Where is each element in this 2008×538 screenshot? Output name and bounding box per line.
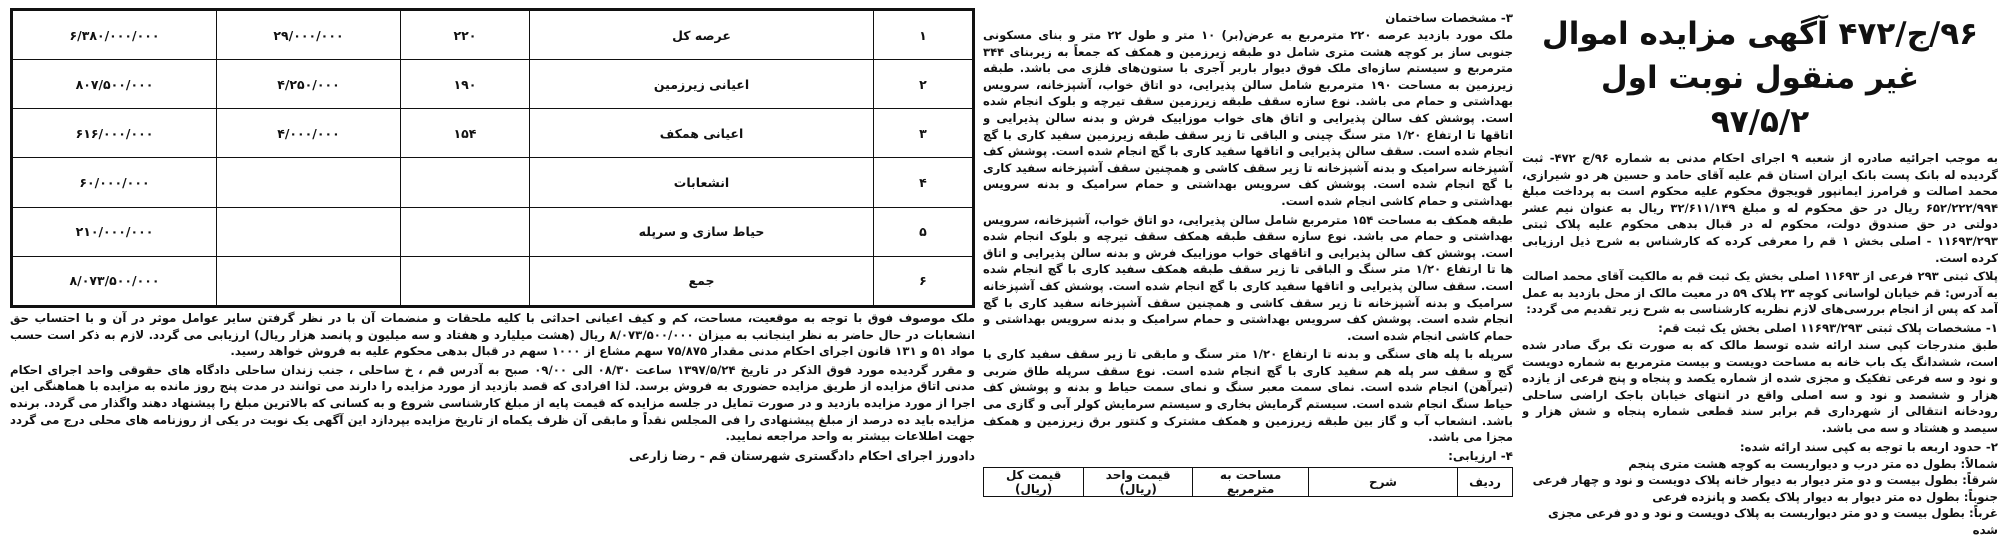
row-area [401,256,530,305]
row-area [401,158,530,207]
row-unit-price [217,158,401,207]
row-area: ۲۲۰ [401,11,530,60]
border-west: غرباً: بطول بیست و دو متر دیواریست به پلاک دویست و نود و دو فرعی مجزی شده [1522,505,1998,538]
valuation-col-row: ردیف [1458,467,1513,496]
table-row [13,109,973,158]
section3-paragraph-3: سرپله با پله های سنگی و بدنه تا ارتفاع ۱/۲۰ متر سنگ و مابقی تا زیر سقف سفید کاری با گچ و سقف سر پله هم سفید کاری با گچ انجام شده است. نوع سقف سرپله طاق ضربی (تیرآهن) انجام شده است. نمای سمت معبر سنگ و نمای سمت حیاط و بدنه و پوشش کف حیاط سنگ انجام شده است. سیستم گرمایش بخاری و سیستم سرمایش کولر آبی و گازی می باشد. انشعاب آب و گاز بین طبقه زیرزمین و همکف مشترک و کنتور برق زیرزمین و همکف مجزا می باشد. [983,346,1513,446]
table-row-total [13,256,973,305]
row-total-price: ۶۱۶/۰۰۰/۰۰۰ [13,109,217,158]
borders-list [1522,456,1998,538]
row-description: انشعابات [530,158,874,207]
valuation-col-total-price: قیمت کل (ریال) [984,467,1084,496]
row-unit-price: ۲۹/۰۰۰/۰۰۰ [217,11,401,60]
auction-paragraph: و مقرر گردیده مورد فوق الذکر در تاریخ ۱۳۹۷/۵/۲۴ ساعت ۰۸/۳۰ الی ۰۹/۰۰ صبح به آدرس قم ، خ ساحلی ، جنب زندان ساحلی دادگاه های حقوقی واحد اجرای احکام مدنی اتاق مزایده از طریق مزایده حضوری به فروش برسد. لذا افرادی که قصد بازدید از مورد مزایده را دارند می توانند در مدت پنج روز مانده به مزایده با هماهنگی این اجرا از مورد مزایده بازدید و در صورت تمایل در جلسه مزایده که قیمت پایه از مبلغ کارشناسی شروع و به کسانی که بالاترین مبلغ را پیشنهاد دهند واگذار می گردد. برنده مزایده باید ده درصد از مبلغ پیشنهادی را فی المجلس نقداً و مابقی آن ظرف یکماه از تاریخ مزایده بپردازد این آگهی یک نوبت در یکی از روزنامه های محلی درج می گردد جهت اطلاعات بیشتر به واحد مراجعه نمایید. [10,362,975,445]
valuation-col-desc: شرح [1309,467,1458,496]
row-description: حیاط سازی و سرپله [530,207,874,256]
valuation-header-row [984,467,1513,496]
row-number: ۶ [874,256,973,305]
section3-paragraph-2: طبقه همکف به مساحت ۱۵۴ مترمربع شامل سالن پذیرایی، دو اتاق خواب، آشپزخانه، سرویس بهداشتی و حمام می باشد. نوع سازه سقف طبقه همکف سقف تیرچه و بلوک انجام شده است. پوشش کف سالن پذیرایی و اتاقهای خواب موزاییک فرش و بدنه سالن پذیرایی و اتاق ها تا ارتفاع ۱/۲۰ متر سنگ و الباقی تا زیر سقف طبقه همکف سفید کاری با گچ انجام شده است. سقف سالن پذیرایی و اتاقها سفید کاری با گچ انجام شده است. پوشش کف آشپزخانه سرامیک و بدنه آشپزخانه تا زیر سقف کاشی و همچنین سقف آشپزخانه سفید کاری با گچ انجام شده است. پوشش کف سرویس بهداشتی و حمام سرامیک و بدنه سرویس بهداشتی و حمام کاشی انجام شده است. [983,212,1513,345]
section1-text: طبق مندرجات کپی سند ارائه شده توسط مالک که به صورت تک برگ صادر شده است، ششدانگ یک باب خانه به مساحت دویست و بیست مترمربع به شماره دویست و نود و سه فرعی تفکیک و مجزی شده از شماره یکصد و پنجاه و پنج فرعی از یازده هزار و ششصد و نود و سه اصلی واقع در انتهای خیابان باجک اراضی ساحلی رودخانه انتقالی از شهرداری قم برابر سند قطعی شماره پنجاه و شش هزار و سیصد و هشتاد و سه می باشد. [1522,337,1998,437]
intro-paragraph: به موجب اجرائیه صادره از شعبه ۹ اجرای احکام مدنی به شماره ۹۶/ج ۴۷۲- ثبت گردیده له بانک پست بانک ایران استان قم علیه آقای حامد و حسین هر دو شیرازی، محمد اصالت و فرامرز ایمانپور قویجوق محکوم علیه محکوم است به پرداخت مبلغ ۶۵۲/۲۲۲/۹۹۴ ریال در حق محکوم له و مبلغ ۳۲/۶۱۱/۱۴۹ ریال به عنوان نیم عشر دولتی در حق صندوق دولت، محکوم له در قبال بدهی محکوم علیه پلاک ثبتی ۱۱۶۹۳/۲۹۳ - اصلی بخش ۱ قم را معرفی کرده که کارشناس به شرح ذیل ارزیابی کرده است. [1522,150,1998,266]
table-row [13,11,973,60]
row-number: ۵ [874,207,973,256]
valuation-summary-table [10,8,975,308]
row-total-price: ۸۰۷/۵۰۰/۰۰۰ [13,60,217,109]
row-number: ۴ [874,158,973,207]
notice-title-line2: ۹۷/۵/۲ [1522,100,1998,144]
table-row [13,158,973,207]
row-area: ۱۹۰ [401,60,530,109]
row-number: ۱ [874,11,973,60]
row-total-price: ۸/۰۷۳/۵۰۰/۰۰۰ [13,256,217,305]
row-area: ۱۵۴ [401,109,530,158]
section4-title: ۴- ارزیابی: [983,448,1513,464]
row-area [401,207,530,256]
row-unit-price: ۴/۰۰۰/۰۰۰ [217,109,401,158]
signature: دادورز اجرای احکام دادگستری شهرستان قم - رضا زارعی [10,447,975,465]
middle-column [983,8,1513,497]
border-east: شرقاً: بطول بیست و دو متر دیوار به دیوار خانه پلاک دویست و نود و چهار فرعی [1522,472,1998,489]
section1-title: ۱- مشخصات پلاک ثبتی ۱۱۶۹۳/۲۹۳ اصلی بخش یک ثبت قم: [1522,320,1998,337]
row-unit-price: ۴/۲۵۰/۰۰۰ [217,60,401,109]
row-description: عرصه کل [530,11,874,60]
valuation-col-unit-price: قیمت واحد (ریال) [1084,467,1193,496]
table-row [13,207,973,256]
row-total-price: ۲۱۰/۰۰۰/۰۰۰ [13,207,217,256]
notice-title-line1: ۹۶/ج/۴۷۲ آگهی مزایده اموال غیر منقول نوبت اول [1522,12,1998,100]
row-total-price: ۶/۳۸۰/۰۰۰/۰۰۰ [13,11,217,60]
valuation-col-area: مساحت به مترمربع [1193,467,1309,496]
row-unit-price [217,256,401,305]
section3-paragraph-1: ملک مورد بازدید عرصه ۲۲۰ مترمربع به عرض(بر) ۱۰ متر و طول ۲۲ متر و بنای مسکونی جنوبی ساز بر کوچه هشت متری شامل دو طبقه زیرزمین و همکف که جمعاً به زیربنای ۳۴۴ مترمربع و سیستم سازه‌ای ملک فوق دیوار باربر آجری با ستون‌های فلزی می باشد. طبقه زیرزمین به مساحت ۱۹۰ مترمربع شامل سالن پذیرایی، دو اتاق خواب، آشپزخانه، سرویس بهداشتی و حمام می باشد. نوع سازه سقف طبقه زیرزمین سقف تیرچه و بلوک انجام شده است. پوشش کف سالن پذیرایی و اتاق های خواب موزاییک فرش و بدنه سالن پذیرایی و اتاقها تا ارتفاع ۱/۲۰ متر سنگ چینی و الباقی تا زیر سقف طبقه زیرزمین سفید کاری با گچ انجام شده است. سقف سالن پذیرایی و اتاقها سفید کاری با گچ انجام شده است. پوشش کف آشپزخانه سرامیک و بدنه آشپزخانه تا زیر سقف کاشی و همچنین سقف آشپزخانه سفید کاری با گچ انجام شده است. پوشش کف سرویس بهداشتی و حمام سرامیک و بدنه سرویس بهداشتی و حمام کاشی انجام شده است. [983,27,1513,210]
row-number: ۲ [874,60,973,109]
row-description: جمع [530,256,874,305]
left-text-block [10,310,975,465]
right-column [1522,8,1998,538]
conclusion-paragraph: ملک موصوف فوق با توجه به موقعیت، مساحت، کم و کیف اعیانی احداثی با کلیه ملحقات و منضمات آن با در نظر گرفتن سایر عوامل موثر در آن و با احتساب حق انشعابات در حال حاضر به نظر اینجانب به میزان ۸/۰۷۳/۵۰۰/۰۰۰ ریال (هشت میلیارد و هفتاد و سه میلیون و پانصد هزار ریال) ارزیابی می گردد. لازم به ذکر است حسب مواد ۵۱ و ۱۳۱ قانون اجرای احکام مدنی مقدار ۷۵/۸۷۵ سهم مشاع از ۱۰۰۰ سهم در قبال بدهی محکوم علیه به فروش خواهد رسید. [10,310,975,360]
row-description: اعیانی زیرزمین [530,60,874,109]
row-unit-price [217,207,401,256]
location-paragraph: پلاک ثبتی ۲۹۳ فرعی از ۱۱۶۹۳ اصلی بخش یک ثبت قم به مالکیت آقای محمد اصالت به آدرس: قم خیابان لواسانی کوچه ۲۳ پلاک ۵۹ در معیت مالک از محل بازدید به عمل آمد که پس از انجام بررسی‌های لازم نظریه کارشناسی به شرح زیر تقدیم می گردد: [1522,268,1998,318]
left-column [10,8,975,489]
section3-title: ۳- مشخصات ساختمان [983,10,1513,27]
row-total-price: ۶۰/۰۰۰/۰۰۰ [13,158,217,207]
border-south: جنوباً: بطول ده متر دیوار به دیوار پلاک یکصد و پانزده فرعی [1522,489,1998,506]
row-number: ۳ [874,109,973,158]
notice-title [1522,12,1998,144]
table-row [13,60,973,109]
section2-title: ۲- حدود اربعه با توجه به کپی سند ارائه شده: [1522,439,1998,456]
border-north: شمالاً: بطول ده متر درب و دیواریست به کوچه هشت متری پنجم [1522,456,1998,473]
valuation-table-header [983,467,1513,497]
row-description: اعیانی همکف [530,109,874,158]
